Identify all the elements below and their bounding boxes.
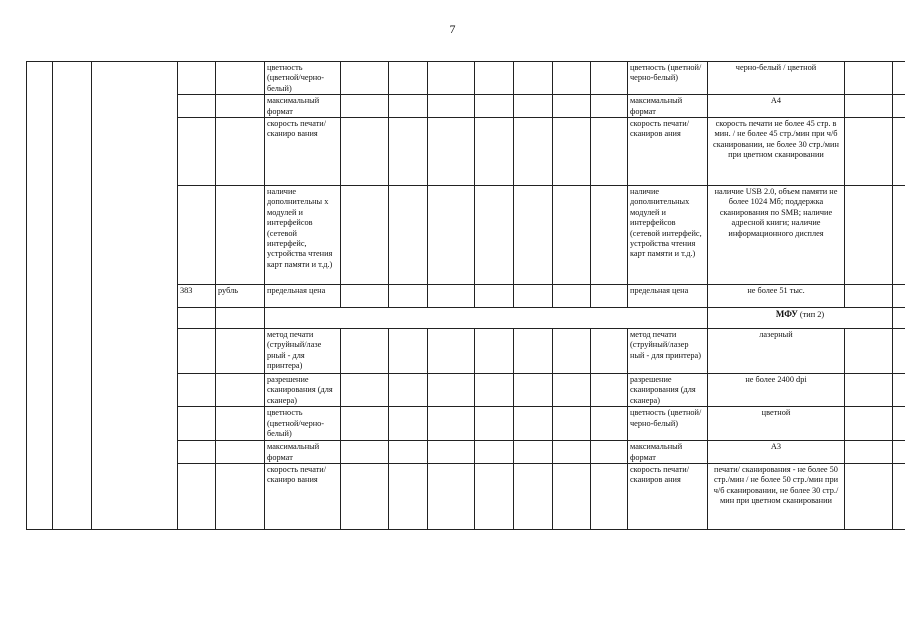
cell-characteristic: предельная цена [265,285,341,308]
cell-value: черно-белый / цветной [708,62,845,95]
cell-characteristic-approved: наличие дополнительных модулей и интерфейсов (сетевой интерфейс, устройства чтения карт памяти и т.д.) [628,186,708,285]
cell-characteristic-approved: разрешение сканирования (для сканера) [628,374,708,407]
cell-unit: рубль [216,285,265,308]
cell-value: A4 [708,95,845,118]
cell-characteristic-approved: скорость печати/сканиров ания [628,464,708,530]
cell-characteristic: максимальный формат [265,441,341,464]
cell-value: цветной [708,407,845,441]
cell-characteristic-approved: метод печати (струйный/лазер ный - для принтера) [628,329,708,374]
cell-characteristic: скорость печати/сканиро вания [265,118,341,186]
cell-characteristic-approved: максимальный формат [628,441,708,464]
table-row [27,62,905,95]
cell-value: не более 2400 dpi [708,374,845,407]
cell-characteristic-approved: предельная цена [628,285,708,308]
cell-characteristic: разрешение сканирования (для сканера) [265,374,341,407]
section-title: МФУ (тип 2) [708,308,893,329]
cell-value: наличие USB 2.0, объем памяти не более 1024 Мб; поддержка сканирования по SMB; наличие адресной книги; наличие информационного дисплея [708,186,845,285]
cell-characteristic: скорость печати/сканиро вания [265,464,341,530]
specification-table [26,61,905,530]
cell-characteristic: цветность (цветной/черно-белый) [265,407,341,441]
cell-characteristic: цветность (цветной/черно-белый) [265,62,341,95]
cell-value: A3 [708,441,845,464]
cell-characteristic: метод печати (струйный/лазе рный - для принтера) [265,329,341,374]
cell-value: не более 51 тыс. [708,285,845,308]
cell-characteristic-approved: скорость печати/сканиров ания [628,118,708,186]
cell-code [53,62,92,530]
cell-value: лазерный [708,329,845,374]
cell-okei-code: 383 [178,285,216,308]
cell-characteristic: наличие дополнительны х модулей и интерфейсов (сетевой интерфейс, устройства чтения карт памяти и т.д.) [265,186,341,285]
cell-number [27,62,53,530]
cell-characteristic-approved: цветность (цветной/черно-белый) [628,62,708,95]
page-number: 7 [449,22,456,36]
cell-value: скорость печати не более 45 стр. в мин. / не более 45 стр./мин при ч/б сканировании, не более 30 стр./мин при цветном сканировании [708,118,845,186]
cell-characteristic-approved: максимальный формат [628,95,708,118]
cell-characteristic-approved: цветность (цветной/черно-белый) [628,407,708,441]
cell-unit [216,62,265,95]
cell-okei-code [178,62,216,95]
cell-name [92,62,178,530]
cell-value: печати/ сканирования - не более 50 стр./мин / не более 50 стр./мин при ч/б сканировании, не более 30 стр./мин при цветном сканировании [708,464,845,530]
cell-characteristic: максимальный формат [265,95,341,118]
